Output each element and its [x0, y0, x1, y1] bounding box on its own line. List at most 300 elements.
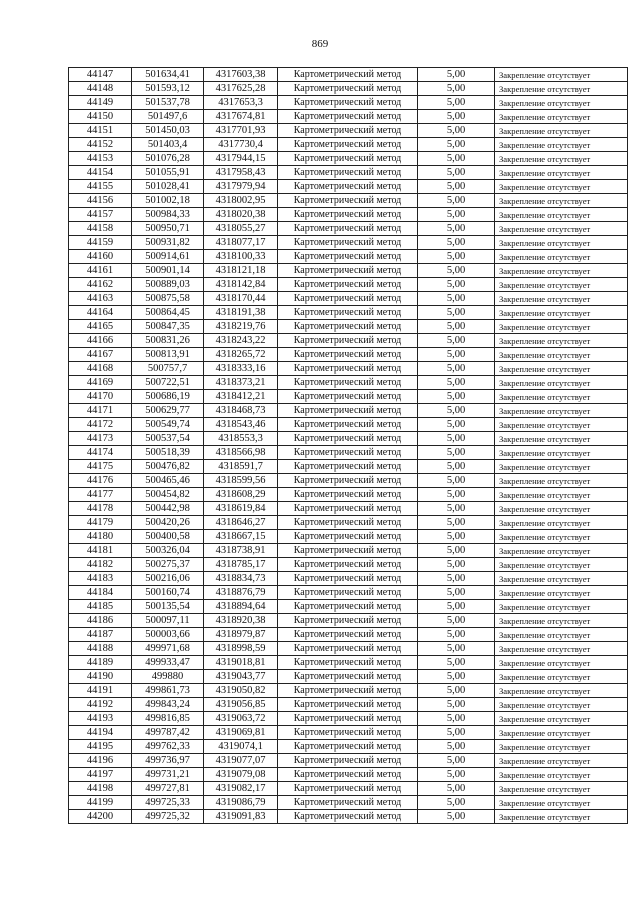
table-row: [69, 810, 628, 824]
table-row: [69, 796, 628, 810]
y-coordinate-cell: 4318191,38: [204, 306, 278, 320]
point-number-cell: 44149: [69, 96, 132, 110]
table-row: [69, 166, 628, 180]
method-cell: Картометрический метод: [278, 782, 418, 796]
method-cell: Картометрический метод: [278, 516, 418, 530]
accuracy-cell: 5,00: [418, 614, 495, 628]
fixing-note-cell: Закрепление отсутствует: [495, 614, 628, 628]
x-coordinate-cell: 500901,14: [132, 264, 204, 278]
method-cell: Картометрический метод: [278, 600, 418, 614]
method-cell: Картометрический метод: [278, 726, 418, 740]
accuracy-cell: 5,00: [418, 222, 495, 236]
table-row: [69, 614, 628, 628]
x-coordinate-cell: 500831,26: [132, 334, 204, 348]
method-cell: Картометрический метод: [278, 208, 418, 222]
y-coordinate-cell: 4318619,84: [204, 502, 278, 516]
table-row: [69, 488, 628, 502]
table-row: [69, 712, 628, 726]
y-coordinate-cell: 4317958,43: [204, 166, 278, 180]
y-coordinate-cell: 4318894,64: [204, 600, 278, 614]
y-coordinate-cell: 4318170,44: [204, 292, 278, 306]
point-number-cell: 44198: [69, 782, 132, 796]
x-coordinate-cell: 499727,81: [132, 782, 204, 796]
fixing-note-cell: Закрепление отсутствует: [495, 306, 628, 320]
point-number-cell: 44162: [69, 278, 132, 292]
point-number-cell: 44169: [69, 376, 132, 390]
table-row: [69, 250, 628, 264]
point-number-cell: 44159: [69, 236, 132, 250]
x-coordinate-cell: 499725,33: [132, 796, 204, 810]
point-number-cell: 44165: [69, 320, 132, 334]
accuracy-cell: 5,00: [418, 768, 495, 782]
table-row: [69, 432, 628, 446]
table-row: [69, 96, 628, 110]
point-number-cell: 44168: [69, 362, 132, 376]
accuracy-cell: 5,00: [418, 292, 495, 306]
x-coordinate-cell: 499736,97: [132, 754, 204, 768]
coordinates-table-body: [69, 68, 628, 824]
table-row: [69, 194, 628, 208]
fixing-note-cell: Закрепление отсутствует: [495, 796, 628, 810]
point-number-cell: 44147: [69, 68, 132, 82]
table-row: [69, 628, 628, 642]
point-number-cell: 44173: [69, 432, 132, 446]
fixing-note-cell: Закрепление отсутствует: [495, 278, 628, 292]
table-row: [69, 446, 628, 460]
point-number-cell: 44186: [69, 614, 132, 628]
method-cell: Картометрический метод: [278, 418, 418, 432]
y-coordinate-cell: 4319056,85: [204, 698, 278, 712]
table-row: [69, 236, 628, 250]
x-coordinate-cell: 500442,98: [132, 502, 204, 516]
table-row: [69, 558, 628, 572]
method-cell: Картометрический метод: [278, 362, 418, 376]
point-number-cell: 44187: [69, 628, 132, 642]
y-coordinate-cell: 4319050,82: [204, 684, 278, 698]
x-coordinate-cell: 499971,68: [132, 642, 204, 656]
y-coordinate-cell: 4318468,73: [204, 404, 278, 418]
y-coordinate-cell: 4319069,81: [204, 726, 278, 740]
x-coordinate-cell: 500400,58: [132, 530, 204, 544]
point-number-cell: 44189: [69, 656, 132, 670]
fixing-note-cell: Закрепление отсутствует: [495, 712, 628, 726]
x-coordinate-cell: 500686,19: [132, 390, 204, 404]
fixing-note-cell: Закрепление отсутствует: [495, 180, 628, 194]
x-coordinate-cell: 500326,04: [132, 544, 204, 558]
y-coordinate-cell: 4317979,94: [204, 180, 278, 194]
fixing-note-cell: Закрепление отсутствует: [495, 96, 628, 110]
x-coordinate-cell: 500629,77: [132, 404, 204, 418]
y-coordinate-cell: 4317674,81: [204, 110, 278, 124]
point-number-cell: 44178: [69, 502, 132, 516]
y-coordinate-cell: 4318002,95: [204, 194, 278, 208]
method-cell: Картометрический метод: [278, 488, 418, 502]
x-coordinate-cell: 499787,42: [132, 726, 204, 740]
method-cell: Картометрический метод: [278, 530, 418, 544]
accuracy-cell: 5,00: [418, 264, 495, 278]
x-coordinate-cell: 500864,45: [132, 306, 204, 320]
accuracy-cell: 5,00: [418, 124, 495, 138]
point-number-cell: 44163: [69, 292, 132, 306]
table-row: [69, 670, 628, 684]
accuracy-cell: 5,00: [418, 530, 495, 544]
y-coordinate-cell: 4318876,79: [204, 586, 278, 600]
method-cell: Картометрический метод: [278, 698, 418, 712]
accuracy-cell: 5,00: [418, 544, 495, 558]
point-number-cell: 44194: [69, 726, 132, 740]
method-cell: Картометрический метод: [278, 320, 418, 334]
accuracy-cell: 5,00: [418, 474, 495, 488]
fixing-note-cell: Закрепление отсутствует: [495, 362, 628, 376]
fixing-note-cell: Закрепление отсутствует: [495, 572, 628, 586]
table-row: [69, 264, 628, 278]
table-row: [69, 180, 628, 194]
method-cell: Картометрический метод: [278, 110, 418, 124]
fixing-note-cell: Закрепление отсутствует: [495, 670, 628, 684]
method-cell: Картометрический метод: [278, 166, 418, 180]
accuracy-cell: 5,00: [418, 138, 495, 152]
method-cell: Картометрический метод: [278, 152, 418, 166]
accuracy-cell: 5,00: [418, 334, 495, 348]
method-cell: Картометрический метод: [278, 222, 418, 236]
y-coordinate-cell: 4318738,91: [204, 544, 278, 558]
y-coordinate-cell: 4317701,93: [204, 124, 278, 138]
table-row: [69, 82, 628, 96]
point-number-cell: 44154: [69, 166, 132, 180]
method-cell: Картометрический метод: [278, 390, 418, 404]
accuracy-cell: 5,00: [418, 642, 495, 656]
y-coordinate-cell: 4318121,18: [204, 264, 278, 278]
x-coordinate-cell: 500847,35: [132, 320, 204, 334]
y-coordinate-cell: 4318920,38: [204, 614, 278, 628]
accuracy-cell: 5,00: [418, 656, 495, 670]
fixing-note-cell: Закрепление отсутствует: [495, 404, 628, 418]
y-coordinate-cell: 4318998,59: [204, 642, 278, 656]
point-number-cell: 44184: [69, 586, 132, 600]
accuracy-cell: 5,00: [418, 166, 495, 180]
fixing-note-cell: Закрепление отсутствует: [495, 740, 628, 754]
y-coordinate-cell: 4318785,17: [204, 558, 278, 572]
fixing-note-cell: Закрепление отсутствует: [495, 656, 628, 670]
x-coordinate-cell: 500160,74: [132, 586, 204, 600]
table-row: [69, 698, 628, 712]
fixing-note-cell: Закрепление отсутствует: [495, 236, 628, 250]
point-number-cell: 44188: [69, 642, 132, 656]
method-cell: Картометрический метод: [278, 138, 418, 152]
y-coordinate-cell: 4318646,27: [204, 516, 278, 530]
y-coordinate-cell: 4318608,29: [204, 488, 278, 502]
fixing-note-cell: Закрепление отсутствует: [495, 628, 628, 642]
fixing-note-cell: Закрепление отсутствует: [495, 558, 628, 572]
accuracy-cell: 5,00: [418, 446, 495, 460]
accuracy-cell: 5,00: [418, 96, 495, 110]
method-cell: Картометрический метод: [278, 236, 418, 250]
accuracy-cell: 5,00: [418, 670, 495, 684]
accuracy-cell: 5,00: [418, 250, 495, 264]
table-row: [69, 586, 628, 600]
y-coordinate-cell: 4318243,22: [204, 334, 278, 348]
method-cell: Картометрический метод: [278, 614, 418, 628]
method-cell: Картометрический метод: [278, 768, 418, 782]
point-number-cell: 44174: [69, 446, 132, 460]
table-row: [69, 530, 628, 544]
table-row: [69, 376, 628, 390]
y-coordinate-cell: 4318412,21: [204, 390, 278, 404]
table-row: [69, 656, 628, 670]
y-coordinate-cell: 4318667,15: [204, 530, 278, 544]
point-number-cell: 44183: [69, 572, 132, 586]
fixing-note-cell: Закрепление отсутствует: [495, 418, 628, 432]
point-number-cell: 44197: [69, 768, 132, 782]
method-cell: Картометрический метод: [278, 810, 418, 824]
method-cell: Картометрический метод: [278, 278, 418, 292]
method-cell: Картометрический метод: [278, 446, 418, 460]
fixing-note-cell: Закрепление отсутствует: [495, 292, 628, 306]
fixing-note-cell: Закрепление отсутствует: [495, 222, 628, 236]
method-cell: Картометрический метод: [278, 376, 418, 390]
fixing-note-cell: Закрепление отсутствует: [495, 432, 628, 446]
x-coordinate-cell: 500537,54: [132, 432, 204, 446]
fixing-note-cell: Закрепление отсутствует: [495, 544, 628, 558]
x-coordinate-cell: 500097,11: [132, 614, 204, 628]
accuracy-cell: 5,00: [418, 390, 495, 404]
y-coordinate-cell: 4318979,87: [204, 628, 278, 642]
method-cell: Картометрический метод: [278, 194, 418, 208]
point-number-cell: 44158: [69, 222, 132, 236]
fixing-note-cell: Закрепление отсутствует: [495, 586, 628, 600]
method-cell: Картометрический метод: [278, 432, 418, 446]
method-cell: Картометрический метод: [278, 754, 418, 768]
x-coordinate-cell: 500950,71: [132, 222, 204, 236]
y-coordinate-cell: 4318077,17: [204, 236, 278, 250]
accuracy-cell: 5,00: [418, 572, 495, 586]
fixing-note-cell: Закрепление отсутствует: [495, 68, 628, 82]
point-number-cell: 44166: [69, 334, 132, 348]
method-cell: Картометрический метод: [278, 796, 418, 810]
method-cell: Картометрический метод: [278, 684, 418, 698]
table-row: [69, 362, 628, 376]
x-coordinate-cell: 500549,74: [132, 418, 204, 432]
table-row: [69, 348, 628, 362]
x-coordinate-cell: 500216,06: [132, 572, 204, 586]
table-row: [69, 390, 628, 404]
table-row: [69, 642, 628, 656]
table-row: [69, 68, 628, 82]
fixing-note-cell: Закрепление отсутствует: [495, 474, 628, 488]
method-cell: Картометрический метод: [278, 712, 418, 726]
table-row: [69, 110, 628, 124]
point-number-cell: 44150: [69, 110, 132, 124]
x-coordinate-cell: 500454,82: [132, 488, 204, 502]
y-coordinate-cell: 4318100,33: [204, 250, 278, 264]
fixing-note-cell: Закрепление отсутствует: [495, 348, 628, 362]
table-row: [69, 208, 628, 222]
accuracy-cell: 5,00: [418, 460, 495, 474]
accuracy-cell: 5,00: [418, 586, 495, 600]
method-cell: Картометрический метод: [278, 642, 418, 656]
accuracy-cell: 5,00: [418, 180, 495, 194]
y-coordinate-cell: 4318333,16: [204, 362, 278, 376]
fixing-note-cell: Закрепление отсутствует: [495, 124, 628, 138]
y-coordinate-cell: 4319091,83: [204, 810, 278, 824]
accuracy-cell: 5,00: [418, 320, 495, 334]
table-row: [69, 684, 628, 698]
point-number-cell: 44155: [69, 180, 132, 194]
x-coordinate-cell: 501403,4: [132, 138, 204, 152]
point-number-cell: 44195: [69, 740, 132, 754]
x-coordinate-cell: 500757,7: [132, 362, 204, 376]
y-coordinate-cell: 4319063,72: [204, 712, 278, 726]
point-number-cell: 44192: [69, 698, 132, 712]
fixing-note-cell: Закрепление отсутствует: [495, 334, 628, 348]
accuracy-cell: 5,00: [418, 628, 495, 642]
accuracy-cell: 5,00: [418, 362, 495, 376]
x-coordinate-cell: 499725,32: [132, 810, 204, 824]
x-coordinate-cell: 500135,54: [132, 600, 204, 614]
table-row: [69, 768, 628, 782]
x-coordinate-cell: 500003,66: [132, 628, 204, 642]
point-number-cell: 44153: [69, 152, 132, 166]
table-row: [69, 600, 628, 614]
point-number-cell: 44171: [69, 404, 132, 418]
point-number-cell: 44191: [69, 684, 132, 698]
method-cell: Картометрический метод: [278, 670, 418, 684]
point-number-cell: 44182: [69, 558, 132, 572]
accuracy-cell: 5,00: [418, 418, 495, 432]
fixing-note-cell: Закрепление отсутствует: [495, 642, 628, 656]
method-cell: Картометрический метод: [278, 628, 418, 642]
accuracy-cell: 5,00: [418, 68, 495, 82]
point-number-cell: 44148: [69, 82, 132, 96]
x-coordinate-cell: 501593,12: [132, 82, 204, 96]
fixing-note-cell: Закрепление отсутствует: [495, 810, 628, 824]
x-coordinate-cell: 501497,6: [132, 110, 204, 124]
accuracy-cell: 5,00: [418, 278, 495, 292]
accuracy-cell: 5,00: [418, 194, 495, 208]
y-coordinate-cell: 4319079,08: [204, 768, 278, 782]
fixing-note-cell: Закрепление отсутствует: [495, 684, 628, 698]
accuracy-cell: 5,00: [418, 726, 495, 740]
x-coordinate-cell: 501076,28: [132, 152, 204, 166]
x-coordinate-cell: 501634,41: [132, 68, 204, 82]
x-coordinate-cell: 500914,61: [132, 250, 204, 264]
x-coordinate-cell: 500476,82: [132, 460, 204, 474]
accuracy-cell: 5,00: [418, 404, 495, 418]
accuracy-cell: 5,00: [418, 502, 495, 516]
x-coordinate-cell: 499861,73: [132, 684, 204, 698]
x-coordinate-cell: 499880: [132, 670, 204, 684]
y-coordinate-cell: 4318142,84: [204, 278, 278, 292]
point-number-cell: 44170: [69, 390, 132, 404]
method-cell: Картометрический метод: [278, 264, 418, 278]
fixing-note-cell: Закрепление отсутствует: [495, 460, 628, 474]
y-coordinate-cell: 4318834,73: [204, 572, 278, 586]
fixing-note-cell: Закрепление отсутствует: [495, 768, 628, 782]
fixing-note-cell: Закрепление отсутствует: [495, 264, 628, 278]
fixing-note-cell: Закрепление отсутствует: [495, 194, 628, 208]
accuracy-cell: 5,00: [418, 432, 495, 446]
coordinates-table: [68, 67, 628, 824]
point-number-cell: 44176: [69, 474, 132, 488]
table-row: [69, 726, 628, 740]
table-row: [69, 222, 628, 236]
table-row: [69, 782, 628, 796]
fixing-note-cell: Закрепление отсутствует: [495, 502, 628, 516]
y-coordinate-cell: 4317944,15: [204, 152, 278, 166]
method-cell: Картометрический метод: [278, 250, 418, 264]
fixing-note-cell: Закрепление отсутствует: [495, 698, 628, 712]
accuracy-cell: 5,00: [418, 82, 495, 96]
x-coordinate-cell: 499731,21: [132, 768, 204, 782]
point-number-cell: 44185: [69, 600, 132, 614]
y-coordinate-cell: 4318543,46: [204, 418, 278, 432]
table-row: [69, 292, 628, 306]
table-row: [69, 306, 628, 320]
accuracy-cell: 5,00: [418, 208, 495, 222]
table-row: [69, 474, 628, 488]
fixing-note-cell: Закрепление отсутствует: [495, 208, 628, 222]
table-row: [69, 740, 628, 754]
point-number-cell: 44177: [69, 488, 132, 502]
x-coordinate-cell: 499816,85: [132, 712, 204, 726]
point-number-cell: 44196: [69, 754, 132, 768]
accuracy-cell: 5,00: [418, 684, 495, 698]
y-coordinate-cell: 4318219,76: [204, 320, 278, 334]
y-coordinate-cell: 4317730,4: [204, 138, 278, 152]
accuracy-cell: 5,00: [418, 600, 495, 614]
y-coordinate-cell: 4318553,3: [204, 432, 278, 446]
x-coordinate-cell: 501028,41: [132, 180, 204, 194]
x-coordinate-cell: 499843,24: [132, 698, 204, 712]
point-number-cell: 44180: [69, 530, 132, 544]
point-number-cell: 44161: [69, 264, 132, 278]
table-row: [69, 320, 628, 334]
point-number-cell: 44181: [69, 544, 132, 558]
table-row: [69, 152, 628, 166]
fixing-note-cell: Закрепление отсутствует: [495, 530, 628, 544]
method-cell: Картометрический метод: [278, 96, 418, 110]
accuracy-cell: 5,00: [418, 488, 495, 502]
point-number-cell: 44179: [69, 516, 132, 530]
y-coordinate-cell: 4317625,28: [204, 82, 278, 96]
table-row: [69, 404, 628, 418]
y-coordinate-cell: 4318566,98: [204, 446, 278, 460]
table-row: [69, 124, 628, 138]
method-cell: Картометрический метод: [278, 292, 418, 306]
y-coordinate-cell: 4318020,38: [204, 208, 278, 222]
table-row: [69, 516, 628, 530]
y-coordinate-cell: 4318591,7: [204, 460, 278, 474]
accuracy-cell: 5,00: [418, 376, 495, 390]
method-cell: Картометрический метод: [278, 404, 418, 418]
accuracy-cell: 5,00: [418, 306, 495, 320]
table-row: [69, 460, 628, 474]
accuracy-cell: 5,00: [418, 810, 495, 824]
x-coordinate-cell: 500813,91: [132, 348, 204, 362]
point-number-cell: 44190: [69, 670, 132, 684]
method-cell: Картометрический метод: [278, 586, 418, 600]
point-number-cell: 44175: [69, 460, 132, 474]
point-number-cell: 44156: [69, 194, 132, 208]
y-coordinate-cell: 4317653,3: [204, 96, 278, 110]
method-cell: Картометрический метод: [278, 474, 418, 488]
accuracy-cell: 5,00: [418, 698, 495, 712]
method-cell: Картометрический метод: [278, 544, 418, 558]
x-coordinate-cell: 501055,91: [132, 166, 204, 180]
point-number-cell: 44160: [69, 250, 132, 264]
method-cell: Картометрический метод: [278, 68, 418, 82]
method-cell: Картометрический метод: [278, 572, 418, 586]
